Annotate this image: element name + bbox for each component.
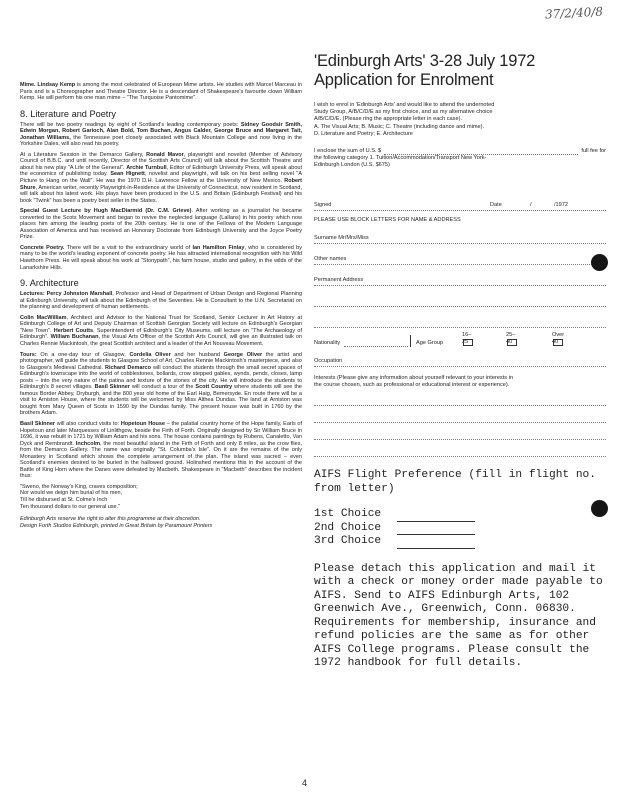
address-field[interactable]: Permanent Address bbox=[314, 271, 606, 286]
verse-line: Ten thousand dollars to our general use." bbox=[20, 503, 121, 510]
lecturers-paragraph: Colin MacWilliam, Architect and Advisor to the National Trust for Scotland, Senior Lecturer in Art History at Edinburgh College of Art and Deputy Chairman of Scottish Georgian Society will lecture on Edinburgh's Georgian "New Town". Herbert Coutts, Superintendent of Edinburgh's City Museums, will lecture on "The Archaeology of Edinburgh". William Buchanan, the Visual Arts Officer of the Scottish Arts Council, will give an illustrated talk on Charles Rennie Mackintosh, the great Scottish architect and a leader of the Art Nouveau Movement. bbox=[20, 314, 303, 347]
poetry-readings-paragraph: There will be two poetry readings by eight of Scotland's leading contemporary poets: Sidney Goodsir Smith, Edwin Morgan, Robert Garioch, Alan Bold, Tom Buchan, Angus Calder, George Bruce and Margaret Tait, Jonathan Williams, the Tennessee poet closely associated with Black Mountain College and now living in the Yorkshire Dales, will also read his poetry. bbox=[20, 121, 302, 148]
divider bbox=[410, 335, 411, 347]
interests-field-3[interactable] bbox=[314, 425, 606, 440]
interests-field-2[interactable] bbox=[314, 408, 606, 423]
nationality-field[interactable] bbox=[344, 345, 408, 347]
first-choice[interactable]: 1st Choice bbox=[314, 508, 606, 522]
interests-field-4[interactable] bbox=[314, 442, 606, 457]
macdiarmid-paragraph: Special Guest Lecture by Hugh MacDiarmid (Dr. C.M. Grieve). After working as a journalist he became converted to the Scots Movement and began to revive the neglected language (Lallans) in his poetry which now places him among the leading poets of the 20th century. He is one of the Fellows of the Modern Language Association of America and has received an Honorary Doctorate from Edinburgh University and the Joyce Poetry Prize. bbox=[20, 208, 302, 241]
third-choice[interactable]: 3rd Choice bbox=[314, 535, 606, 549]
punch-hole bbox=[591, 500, 608, 517]
left-column bbox=[20, 82, 302, 529]
mime-paragraph: Mime. Lindsay Kemp is among the most celebrated of European Mime artists. He studies with Marcel Marceau in Paris and is a Choreographer and Theatre Director. He is a descendant of Shakespeare's favourite clown William Kemp. He will perform his one man mime – "The Turquoise Pantomime". bbox=[20, 82, 302, 102]
disclaimer: Edinburgh Arts reserve the right to alter this programme at their discretion. bbox=[20, 516, 201, 523]
surname-field[interactable]: Surname Mr/Mrs/Miss bbox=[314, 229, 606, 244]
enrolment-form bbox=[314, 52, 606, 671]
other-names-field[interactable]: Other names bbox=[314, 250, 606, 265]
second-choice[interactable]: 2nd Choice bbox=[314, 522, 606, 536]
mailing-instructions: Please detach this application and mail it with a check or money order made payable to AIFS. Send to AIFS Edinburgh Arts, 102 Greenwich Ave., Greenwich, Conn. 06830. Requirements for membership, insurance and refund policies are the same as for other AIFS College programs. Please consult the 1972 handbook for full details. bbox=[314, 562, 603, 670]
lectures-paragraph: Lectures: Percy Johnston Marshall, Professor and Head of Department of Urban Design and Regional Planning at Edinburgh University, will talk about the Edinburgh of the Seventies. He is Consultant to the U.N. Secretariat on the planning and development of human settlements. bbox=[20, 291, 302, 311]
section-9-heading: 9. Architecture bbox=[20, 278, 79, 289]
enrol-instructions: I wish to enrol in 'Edinburgh Arts' and would like to attend the undernoted Study Group, A/B/C/D/E as my first choice, and as my alternative choice A/B/C/D/E. (Please ring the appropriate letter in each case). A. The Visual Arts; B. Music; C. Theatre (including dance and mime). D. Literature and Poetry; E. Architecture bbox=[314, 102, 495, 137]
verse-line: Till he disbursed at St. Colme's Inch bbox=[20, 496, 108, 503]
handwritten-note: 37/2/40/8 bbox=[544, 4, 604, 22]
printer-credit: Design Forth Studios Edinburgh, printed in Great Britain by Paramount Printers bbox=[20, 522, 213, 529]
verse-line: "Sweno, the Norway's King, craves composition; bbox=[20, 483, 138, 490]
flight-choices bbox=[314, 508, 606, 549]
address-field-3[interactable] bbox=[314, 313, 606, 328]
form-title: 'Edinburgh Arts' 3-28 July 1972 bbox=[314, 52, 536, 70]
interests-label: Interests (Please give any information about yourself relevant to your interests in the course chosen, such as professional or educational interest or experience). bbox=[314, 374, 513, 388]
section-8-heading: 8. Literature and Poetry bbox=[20, 108, 117, 119]
punch-hole bbox=[591, 254, 608, 271]
enclose-fee: I enclose the sum of U.S. $ full fee for the following category 1. Tuition/Accommodation/Transport New York- Edinburgh London (U.S. $675) bbox=[314, 148, 606, 169]
nationality-row: Nationality Age Group 16–25 25–40 Over 40 bbox=[314, 331, 565, 346]
flight-preference-heading: AIFS Flight Preference (fill in flight no. from letter) bbox=[314, 469, 596, 495]
page-number: 4 bbox=[302, 778, 308, 788]
hopetoun-paragraph: Basil Skinner will also conduct visits to: Hopetoun House – the palatial country home of the Hope family, Earls of Hopetoun and later Marquesses of Linlithgow, beside the Firth of Forth. Originally designed by Sir William Bruce in 1696, it was rebuilt in 1721 by William Adam and his sons. The house contains paintings by Rubens, Canaletto, Van Dyck and Rembrandt. Inchcolm, the most beautiful island in the Firth of Forth and only 8 miles, as the crow flies, from the Demarco Gallery. The name was originally "St. Columba's Isle". On it are the remains of the only Monastery in Scotland which shows the complete arrangement of the plan. The island was sacred – even Scotland's enemies desired to be buried in the hallowed ground. Holinshed mentions this in the account of the Battle of King Horn where the Danes were defeated by Macbeth. Shakespeare in "Macbeth" describes the incident thus: bbox=[20, 420, 303, 480]
block-letters-note: PLEASE USE BLOCK LETTERS FOR NAME & ADDRESS bbox=[314, 216, 461, 223]
occupation-field[interactable]: Occupation bbox=[314, 352, 606, 367]
tours-paragraph: Tours: On a one-day tour of Glasgow, Cordelia Oliver and her husband George Oliver the artist and photographer, will guide the students to Glasgow School of Art, Charles Rennie Mackintosh's masterpiece, and also to Glasgow's Medieval Cathedral. Richard Demarco will conduct the students through the small secret spaces of Edinburgh's townscape into the world of cobblestones, bollards, crow stepped gables, wynds, pends, closes, lamp posts – into the very nature of the patina and texture of the stones of the city. He will introduce the students to Edinburgh's 8 secret villages. Basil Skinner will conduct a tour of the Scott Country where students will see the famous Border Abbey, Dryburgh, and the 800 year old home of the Earl Haig, Bemersyde. En route there will be a visit to Arniston House, where the students will be welcomed by Miss Althea Dundas. The land at Arniston was bought from Mary Queen of Scots in 1590 by the Dundas family. The present house was built in 1760 by the brothers Adam. bbox=[20, 351, 302, 417]
address-field-2[interactable] bbox=[314, 292, 606, 307]
verse-line: Nor would we deign him burial of his men, bbox=[20, 490, 123, 497]
fee-amount-field[interactable] bbox=[384, 148, 578, 155]
concrete-poetry-paragraph: Concrete Poetry. There will be a visit to the extraordinary world of Ian Hamilton Finlay, who is considered by many to be the world's leading exponent of concrete poetry. He has attracted international recognition with his Wild Hawthorn Press. He will speak about his work at "Stonypath", his farm house, studio and gallery, in the wilds of the Lanarkshire Hills. bbox=[20, 244, 302, 271]
form-subtitle: Application for Enrolment bbox=[314, 71, 494, 89]
signed-line[interactable]: Signed Date / /1972 bbox=[314, 196, 606, 211]
literature-session-paragraph: At a Literature Session in the Demarco Gallery, Ronald Mavor, playwright and novelist (Member of Advisory Council of B.B.C. and until recently, Director of the Scottish Arts Council) will talk about the Scottish Theatre and about his new play "A Life of the General". Archie Turnbull, Editor of Edinburgh University Press, will speak about the economics of publishing today. Sean Hignett, novelist and playwright, will talk on his best selling novel "A Picture to Hang on the Wall". He was the 1970 D.H. Lawrence Fellow at the University of New Mexico. Robert Shure, American writer, recently Playwright-in-Residence at the University of Connecticut, now resident in Scotland, will talk about his latest work. His plays have been produced in the U.S. and Britain (Edinburgh Festival) and his book "Twink" has been a poetry best seller in the States. bbox=[20, 151, 302, 204]
macbeth-verse bbox=[20, 484, 302, 510]
interests-field[interactable] bbox=[314, 391, 606, 406]
